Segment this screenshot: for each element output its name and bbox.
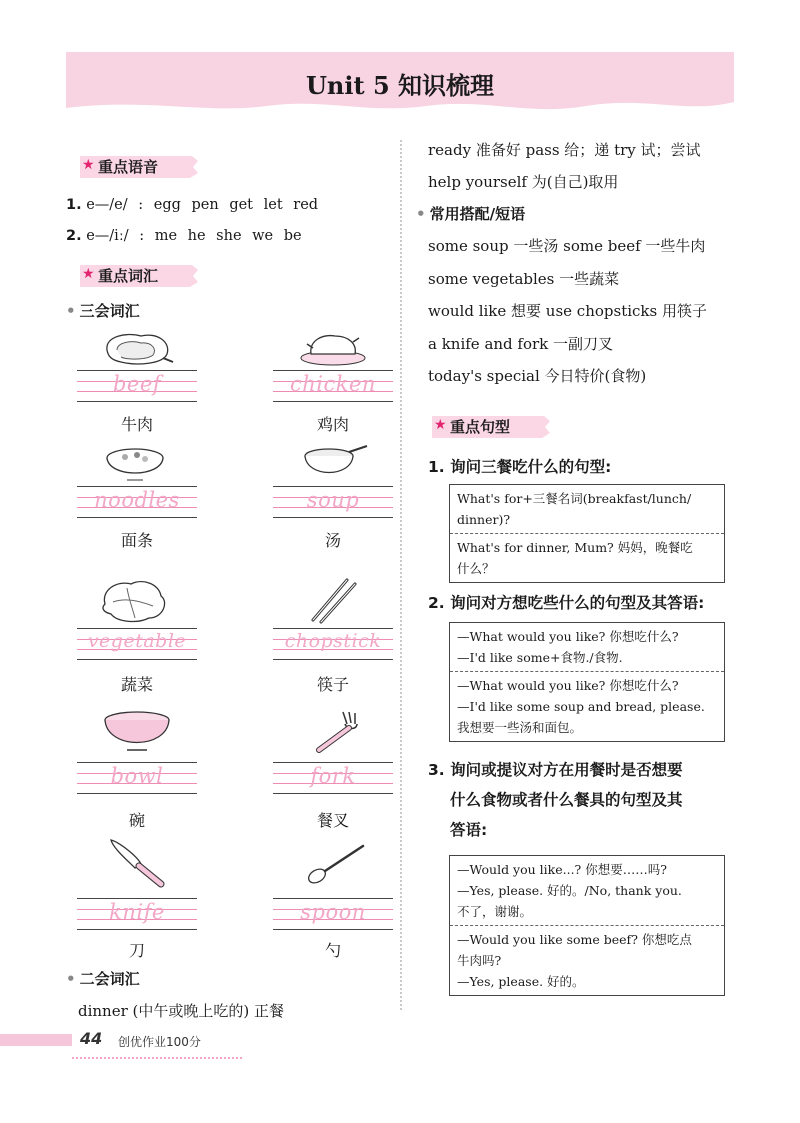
phonics-line-2: 2. e—/iː/ : me he she we be bbox=[66, 228, 302, 244]
phonics-line-1: 1. e—/e/ : egg pen get let red bbox=[66, 197, 319, 213]
beef-icon bbox=[97, 328, 177, 370]
section-vocab-header: ★ 重点词汇 bbox=[80, 262, 200, 288]
star-icon: ★ bbox=[434, 417, 447, 433]
vocab-word: bowl bbox=[110, 764, 164, 788]
two-skill-vocab-title: • 二会词汇 bbox=[66, 970, 140, 988]
column-divider bbox=[400, 140, 402, 1010]
phrase-line-2: some vegetables 一些蔬菜 bbox=[428, 270, 620, 288]
vocab-card-vegetable bbox=[77, 576, 197, 716]
footer-dots bbox=[72, 1057, 242, 1059]
vocab-card-fork bbox=[273, 710, 393, 850]
sentence-pattern-2-box bbox=[449, 622, 725, 742]
spoon-icon bbox=[293, 836, 373, 888]
knife-icon bbox=[97, 836, 177, 888]
vocab-meaning: 碗 bbox=[128, 811, 145, 830]
sentence-pattern-3-title: 3. 询问或提议对方在用餐时是否想要 什么食物或者什么餐具的句型及其 答语: bbox=[428, 761, 683, 839]
vocab-word: vegetable bbox=[87, 630, 187, 652]
three-skill-vocab-title: • 三会词汇 bbox=[66, 302, 140, 320]
page-title: Unit 5 知识梳理 bbox=[306, 71, 494, 100]
sentence-pattern-1-box bbox=[449, 484, 725, 583]
vocab-word: chicken bbox=[290, 372, 376, 396]
sentence-pattern-1-title: 1. 询问三餐吃什么的句型: bbox=[428, 458, 612, 476]
vegetable-icon bbox=[97, 576, 177, 626]
vocab-word: chopstick bbox=[284, 630, 382, 652]
vocab-card-chopstick bbox=[273, 576, 393, 716]
example-cell: What's for+三餐名词(breakfast/lunch/ dinner)? bbox=[457, 491, 692, 527]
vocab-card-noodles bbox=[77, 444, 197, 584]
phrase-line-5: today's special 今日特价(食物) bbox=[428, 367, 647, 385]
vocab-word: spoon bbox=[300, 900, 366, 924]
star-icon: ★ bbox=[82, 157, 95, 173]
vocab-word: noodles bbox=[94, 488, 180, 512]
vocab-word: knife bbox=[109, 900, 165, 924]
vocab-card-knife bbox=[77, 836, 197, 976]
word-line-1: ready 准备好 pass 给；递 try 试；尝试 bbox=[428, 141, 701, 159]
example-cell: What's for dinner, Mum? 妈妈，晚餐吃 什么？ bbox=[450, 533, 724, 582]
chicken-icon bbox=[293, 328, 373, 370]
phrases-title: • 常用搭配/短语 bbox=[416, 205, 526, 223]
sentence-pattern-2-title: 2. 询问对方想吃些什么的句型及其答语: bbox=[428, 594, 705, 612]
vocab-card-soup bbox=[273, 444, 393, 584]
bowl-icon bbox=[97, 710, 177, 754]
fork-icon bbox=[293, 710, 373, 754]
vocab-meaning: 蔬菜 bbox=[120, 675, 153, 694]
phrase-line-4: a knife and fork 一副刀叉 bbox=[428, 335, 614, 353]
word-line-2: help yourself 为(自己)取用 bbox=[428, 173, 619, 191]
vocab-card-spoon bbox=[273, 836, 393, 976]
example-cell: —Would you like some beef? 你想吃点 牛肉吗? —Yes, please. 好的。 bbox=[450, 925, 724, 995]
vocab-meaning: 鸡肉 bbox=[316, 415, 349, 434]
vocab-meaning: 刀 bbox=[128, 941, 145, 960]
noodles-icon bbox=[97, 444, 177, 486]
page-number: 44 bbox=[80, 1029, 103, 1048]
chopsticks-icon bbox=[293, 576, 373, 626]
phrase-line-1: some soup 一些汤 some beef 一些牛肉 bbox=[428, 237, 706, 255]
section-phonics-header: ★ 重点语音 bbox=[80, 153, 200, 179]
vocab-meaning: 牛肉 bbox=[120, 415, 153, 434]
title-banner bbox=[66, 52, 734, 118]
vocab-meaning: 汤 bbox=[324, 531, 341, 550]
example-cell: —What would you like? 你想吃什么? —I'd like some+食物./食物. bbox=[457, 629, 679, 665]
vocab-meaning: 面条 bbox=[120, 531, 153, 550]
example-cell: —Would you like...? 你想要……吗? —Yes, please. 好的。/No, thank you. 不了，谢谢。 bbox=[457, 862, 682, 919]
two-skill-vocab-line: dinner (中午或晚上吃的) 正餐 bbox=[78, 1002, 285, 1020]
vocab-word: soup bbox=[306, 488, 360, 512]
example-cell: —What would you like? 你想吃什么? —I'd like some soup and bread, please. 我想要一些汤和面包。 bbox=[450, 671, 724, 741]
vocab-card-bowl bbox=[77, 710, 197, 850]
footer-bar bbox=[0, 1034, 72, 1046]
star-icon: ★ bbox=[82, 266, 95, 282]
vocab-meaning: 餐叉 bbox=[316, 811, 349, 830]
book-title: 创优作业100分 bbox=[118, 1035, 201, 1049]
phrase-line-3: would like 想要 use chopsticks 用筷子 bbox=[428, 302, 707, 320]
vocab-word: beef bbox=[112, 372, 162, 396]
soup-icon bbox=[293, 444, 373, 486]
vocab-meaning: 筷子 bbox=[316, 675, 349, 694]
vocab-meaning: 勺 bbox=[324, 941, 341, 960]
vocab-word: fork bbox=[310, 764, 356, 788]
sentence-pattern-3-box bbox=[449, 855, 725, 996]
section-sentence-header: ★ 重点句型 bbox=[432, 413, 552, 439]
